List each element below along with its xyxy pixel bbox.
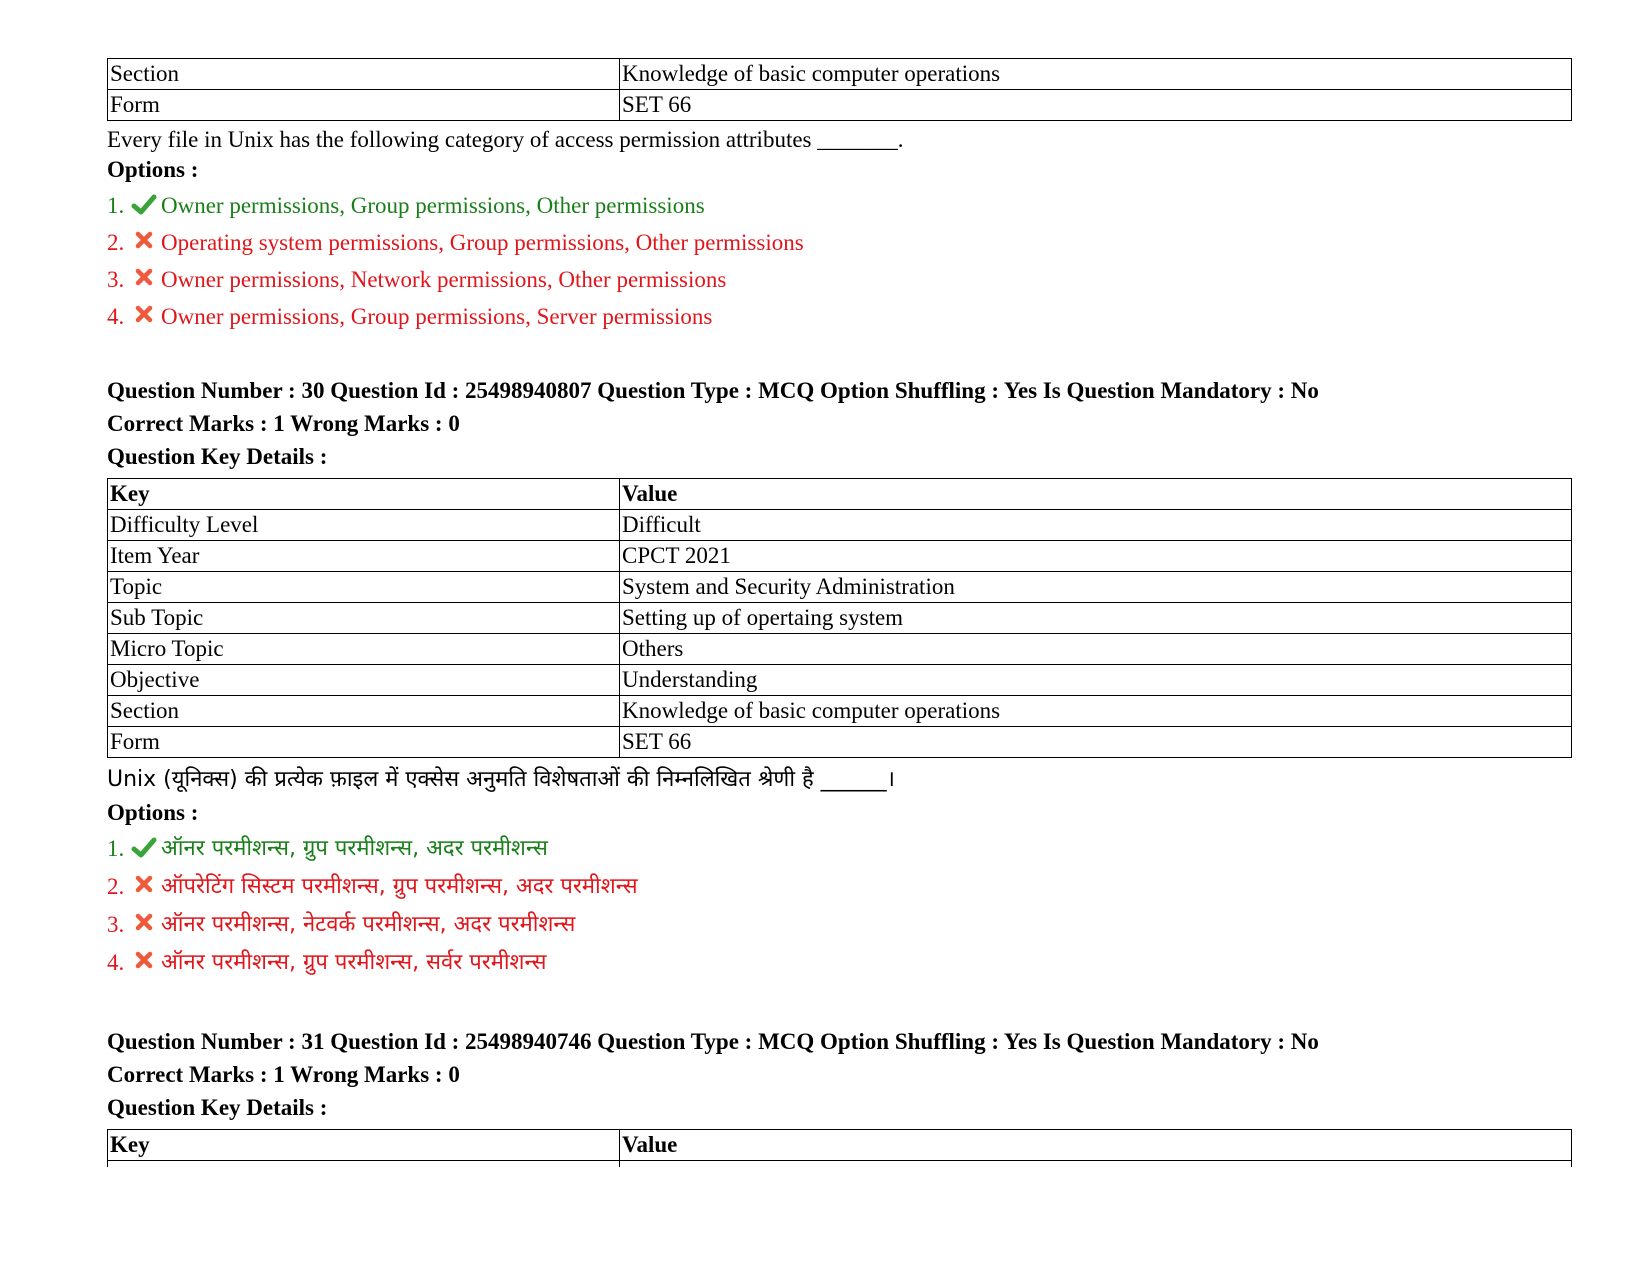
option-number: 1. [107,836,125,861]
table-row [108,572,1572,603]
cross-icon [131,231,159,255]
options-label: Options : [107,800,199,825]
check-icon [131,837,159,861]
column-header-key: Key [108,479,620,510]
column-header-key: Key [108,1130,620,1161]
question-header: Question Number : 30 Question Id : 25498940807 Question Type : MCQ Option Shuffling : Yes Is Question Mandatory : No [107,378,1319,403]
option-number: 4. [107,303,125,329]
option-text: ऑनर परमीशन्स, ग्रुप परमीशन्स, अदर परमीशन्स [161,836,548,861]
table-value-cell: Difficult [620,510,1572,541]
table-row [108,510,1572,541]
table-key-cell: Topic [108,572,620,603]
table-value-cell: Knowledge of basic computer operations [620,696,1572,727]
question-text: Every file in Unix has the following category of access permission attributes _______. [107,127,904,152]
option-4 [107,944,1572,982]
table-key-cell: Section [108,696,620,727]
table-key-cell: Objective [108,665,620,696]
table-row [108,603,1572,634]
table-value-cell: SET 66 [620,727,1572,758]
option-text: Owner permissions, Network permissions, Other permissions [161,266,727,292]
table-row-cutoff [108,1161,1572,1168]
cross-icon [131,268,159,292]
option-number: 2. [107,229,125,255]
table-key-cell: Sub Topic [108,603,620,634]
table-key-cell: Form [108,727,620,758]
option-text: Owner permissions, Group permissions, Server permissions [161,303,713,329]
question-marks: Correct Marks : 1 Wrong Marks : 0 [107,1062,460,1087]
table-row [108,696,1572,727]
table-key-cell: Section [108,59,620,90]
key-details-label: Question Key Details : [107,444,328,469]
table-row [108,727,1572,758]
option-text: Owner permissions, Group permissions, Other permissions [161,192,705,218]
table-row [108,59,1572,90]
table-value-cell: Others [620,634,1572,665]
option-2 [107,868,1572,906]
table-header-row [108,1130,1572,1161]
option-number: 1. [107,192,125,218]
table-row [108,90,1572,121]
option-number: 4. [107,950,125,975]
table-key-cell: Difficulty Level [108,510,620,541]
option-2 [107,224,1572,261]
option-text: ऑनर परमीशन्स, नेटवर्क परमीशन्स, अदर परमीशन्स [161,912,576,937]
option-text: Operating system permissions, Group permissions, Other permissions [161,229,804,255]
option-3 [107,261,1572,298]
options-label: Options : [107,157,199,182]
q30-key-details-table [107,478,1572,758]
table-key-cell: Micro Topic [108,634,620,665]
option-number: 3. [107,912,125,937]
table-value-cell: SET 66 [620,90,1572,121]
question-text-hindi: Unix (यूनिक्स) की प्रत्येक फ़ाइल में एक्सेस अनुमति विशेषताओं की निम्नलिखित श्रेणी है ______। [107,767,896,792]
cross-icon [131,951,159,975]
table-value-cell: System and Security Administration [620,572,1572,603]
table-value-cell: Setting up of opertaing system [620,603,1572,634]
option-1 [107,830,1572,868]
option-number: 3. [107,266,125,292]
table-key-cell: Form [108,90,620,121]
option-text: ऑपरेटिंग सिस्टम परमीशन्स, ग्रुप परमीशन्स, अदर परमीशन्स [161,874,638,899]
option-4 [107,298,1572,335]
option-3 [107,906,1572,944]
table-value-cell: CPCT 2021 [620,541,1572,572]
question-marks: Correct Marks : 1 Wrong Marks : 0 [107,411,460,436]
table-row [108,541,1572,572]
cross-icon [131,875,159,899]
option-number: 2. [107,874,125,899]
answer-key-page [107,58,1572,1167]
question-header: Question Number : 31 Question Id : 25498940746 Question Type : MCQ Option Shuffling : Yes Is Question Mandatory : No [107,1029,1319,1054]
column-header-value: Value [620,1130,1572,1161]
table-row [108,634,1572,665]
key-details-label: Question Key Details : [107,1095,328,1120]
table-header-row [108,479,1572,510]
column-header-value: Value [620,479,1572,510]
option-1 [107,187,1572,224]
check-icon [131,194,159,218]
table-row [108,665,1572,696]
q31-key-details-table [107,1129,1572,1167]
table-value-cell: Knowledge of basic computer operations [620,59,1572,90]
cross-icon [131,305,159,329]
table-value-cell: Understanding [620,665,1572,696]
q29-key-details-table-tail [107,58,1572,121]
cross-icon [131,913,159,937]
table-key-cell: Item Year [108,541,620,572]
option-text: ऑनर परमीशन्स, ग्रुप परमीशन्स, सर्वर परमीशन्स [161,950,547,975]
